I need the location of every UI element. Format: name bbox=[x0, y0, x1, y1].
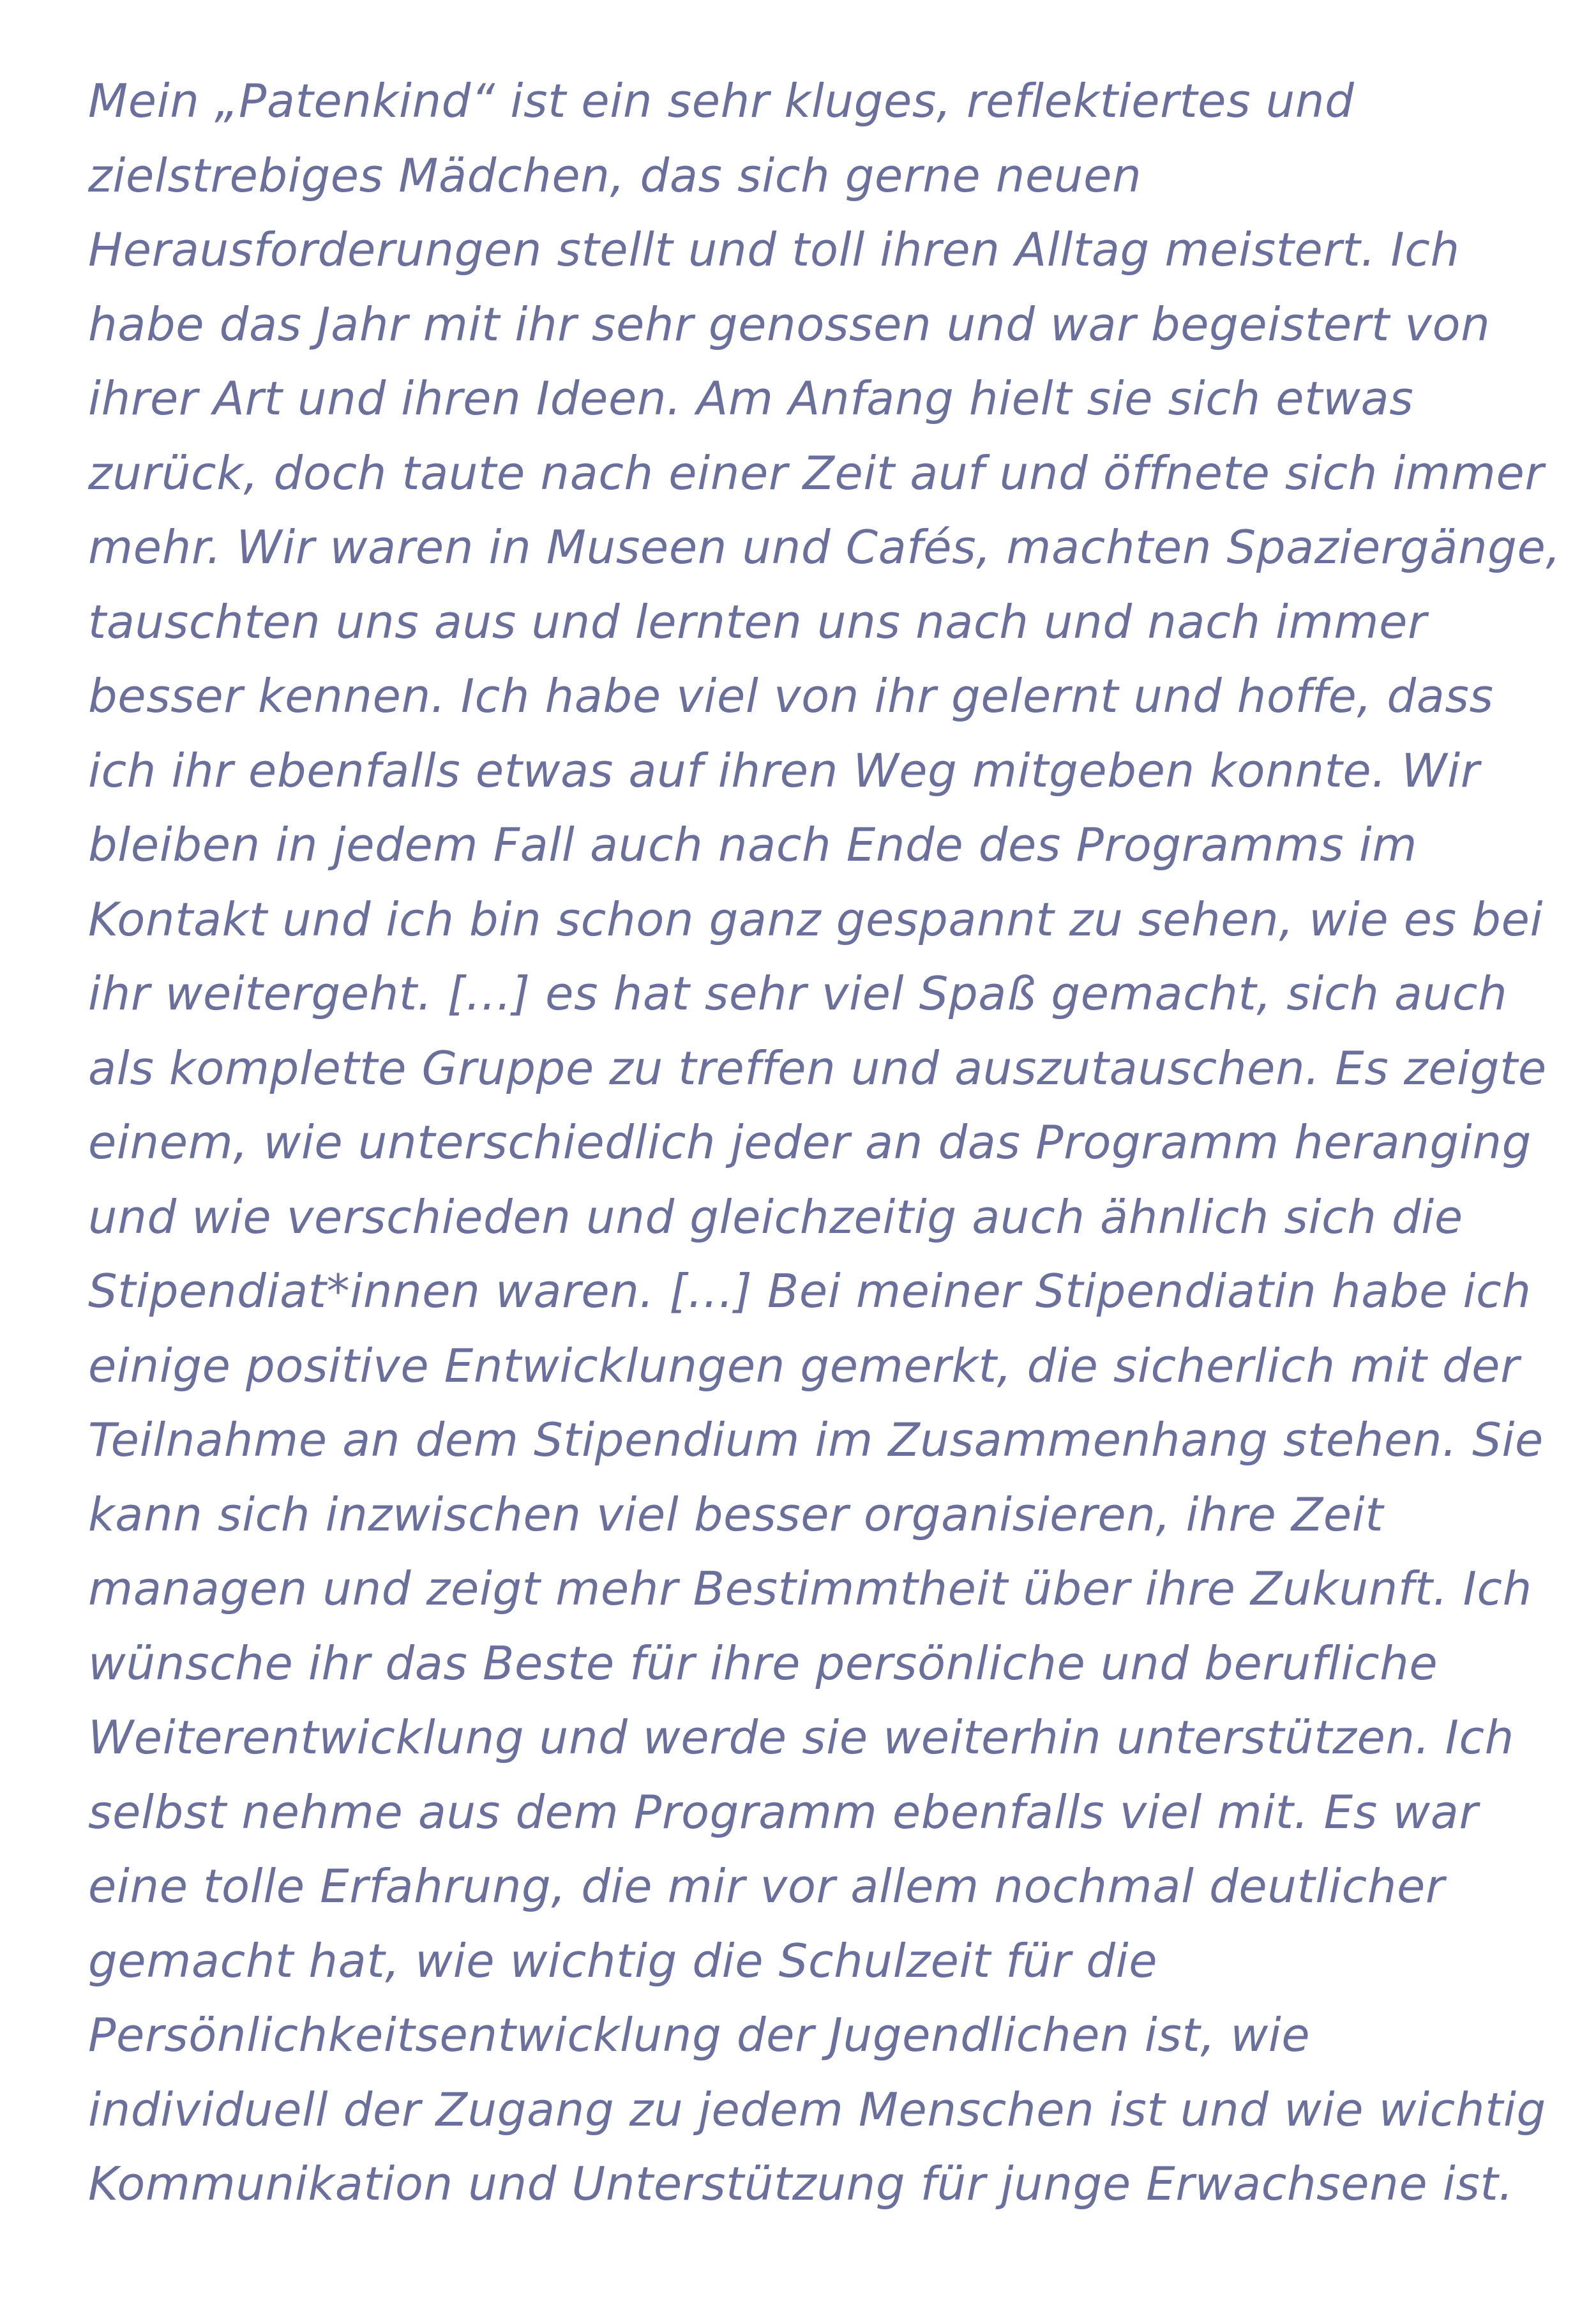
quote-line: gemacht hat, wie wichtig die Schulzeit für die bbox=[88, 1933, 1158, 1988]
quote-line: kann sich inzwischen viel besser organisieren, ihre Zeit bbox=[88, 1487, 1384, 1541]
quote-line: selbst nehme aus dem Programm ebenfalls viel mit. Es war bbox=[88, 1785, 1479, 1839]
testimonial-quote bbox=[88, 64, 1561, 2221]
quote-line: wünsche ihr das Beste für ihre persönliche und berufliche bbox=[88, 1636, 1438, 1690]
quote-line: Herausforderungen stellt und toll ihren Alltag meistert. Ich bbox=[88, 223, 1460, 276]
quote-line: Kommunikation und Unterstützung für junge Erwachsene ist. bbox=[88, 2157, 1514, 2211]
quote-line: zurück, doch taute nach einer Zeit auf und öffnete sich immer bbox=[88, 446, 1544, 500]
quote-line: Kontakt und ich bin schon ganz gespannt zu sehen, wie es bei bbox=[88, 892, 1544, 946]
quote-line: und wie verschieden und gleichzeitig auch ähnlich sich die bbox=[88, 1190, 1463, 1244]
quote-line: managen und zeigt mehr Bestimmtheit über ihre Zukunft. Ich bbox=[88, 1562, 1532, 1615]
quote-line: als komplette Gruppe zu treffen und auszutauschen. Es zeigte bbox=[88, 1041, 1547, 1095]
quote-line: ich ihr ebenfalls etwas auf ihren Weg mitgeben konnte. Wir bbox=[88, 743, 1480, 798]
quote-line: individuell der Zugang zu jedem Menschen ist und wie wichtig bbox=[88, 2082, 1546, 2136]
quote-line: einem, wie unterschiedlich jeder an das Programm heranging bbox=[88, 1115, 1532, 1169]
quote-line: besser kennen. Ich habe viel von ihr gelernt und hoffe, dass bbox=[88, 669, 1494, 723]
quote-line: Persönlichkeitsentwicklung der Jugendlichen ist, wie bbox=[88, 2008, 1311, 2062]
quote-line: Mein „Patenkind“ ist ein sehr kluges, reflektiertes und bbox=[88, 74, 1355, 128]
quote-line: Teilnahme an dem Stipendium im Zusammenhang stehen. Sie bbox=[88, 1413, 1544, 1467]
quote-line: mehr. Wir waren in Museen und Cafés, machten Spaziergänge, bbox=[88, 520, 1561, 574]
quote-line: einige positive Entwicklungen gemerkt, die sicherlich mit der bbox=[88, 1338, 1520, 1393]
quote-line: habe das Jahr mit ihr sehr genossen und war begeistert von bbox=[88, 297, 1491, 351]
quote-line: Weiterentwicklung und werde sie weiterhin unterstützen. Ich bbox=[88, 1711, 1514, 1764]
quote-line: ihrer Art und ihren Ideen. Am Anfang hielt sie sich etwas bbox=[88, 372, 1414, 425]
quote-line: zielstrebiges Mädchen, das sich gerne neuen bbox=[88, 148, 1142, 202]
quote-line: Stipendiat*innen waren. […] Bei meiner Stipendiatin habe ich bbox=[88, 1264, 1532, 1318]
quote-line: ihr weitergeht. […] es hat sehr viel Spaß gemacht, sich auch bbox=[88, 967, 1508, 1020]
quote-line: tauschten uns aus und lernten uns nach und nach immer bbox=[88, 594, 1427, 649]
quote-line: eine tolle Erfahrung, die mir vor allem nochmal deutlicher bbox=[88, 1859, 1445, 1913]
quote-line: bleiben in jedem Fall auch nach Ende des Programms im bbox=[88, 818, 1418, 872]
